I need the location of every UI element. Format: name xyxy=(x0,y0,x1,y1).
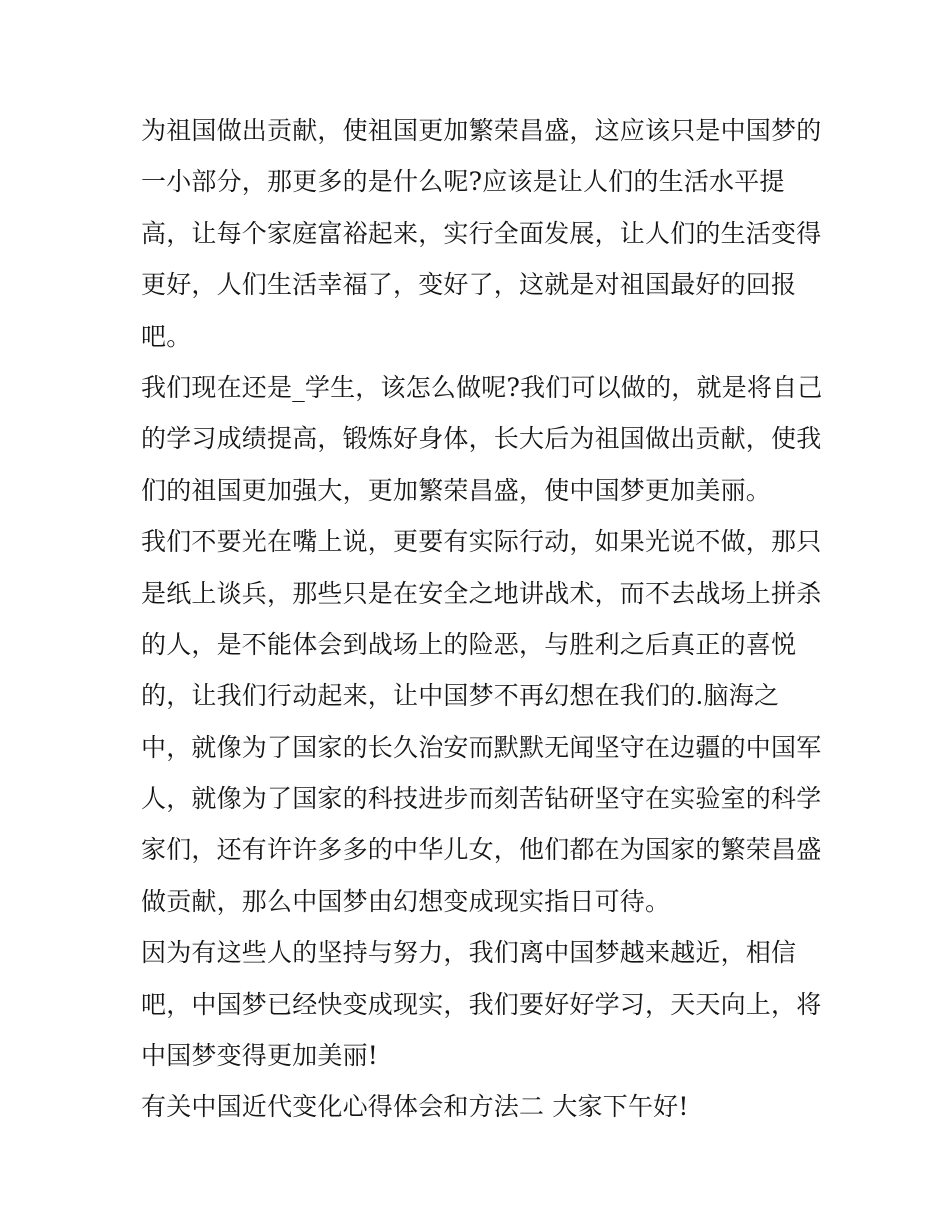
text-line: 为祖国做出贡献，使祖国更加繁荣昌盛，这应该只是中国梦的 xyxy=(141,116,822,145)
text-line: 一小部分，那更多的是什么呢?应该是让人们的生活水平提 xyxy=(141,167,785,197)
text-line: 有关中国近代变化心得体会和方法二 大家下午好! xyxy=(141,1092,689,1122)
text-line: 我们不要光在嘴上说，更要有实际行动，如果光说不做，那只 xyxy=(141,527,822,557)
text-line: 中国梦变得更加美丽! xyxy=(141,1041,379,1071)
text-line: 做贡献，那么中国梦由幻想变成现实指日可待。 xyxy=(141,886,671,916)
text-line: 吧，中国梦已经快变成现实，我们要好好学习，天天向上，将 xyxy=(141,989,822,1019)
text-line: 的人，是不能体会到战场上的险恶，与胜利之后真正的喜悦 xyxy=(141,629,797,659)
text-line: 高，让每个家庭富裕起来，实行全面发展，让人们的生活变得 xyxy=(141,218,822,248)
text-line: 中，就像为了国家的长久治安而默默无闻坚守在边疆的中国军 xyxy=(141,732,822,762)
text-line: 吧。 xyxy=(141,321,192,351)
text-line: 更好，人们生活幸福了，变好了，这就是对祖国最好的回报 xyxy=(141,270,797,300)
text-line: 因为有这些人的坚持与努力，我们离中国梦越来越近，相信 xyxy=(141,938,797,968)
text-line: 是纸上谈兵，那些只是在安全之地讲战术，而不去战场上拼杀 xyxy=(141,578,822,608)
text-line: 家们，还有许许多多的中华儿女，他们都在为国家的繁荣昌盛 xyxy=(141,835,822,865)
text-line: 的，让我们行动起来，让中国梦不再幻想在我们的.脑海之 xyxy=(141,681,780,711)
body-text xyxy=(141,105,831,1133)
text-line: 的学习成绩提高，锻炼好身体，长大后为祖国做出贡献，使我 xyxy=(141,424,822,454)
text-line: 我们现在还是_学生，该怎么做呢?我们可以做的，就是将自己 xyxy=(141,372,823,402)
text-line: 们的祖国更加强大，更加繁荣昌盛，使中国梦更加美丽。 xyxy=(141,475,772,505)
text-line: 人，就像为了国家的科技进步而刻苦钻研坚守在实验室的科学 xyxy=(141,784,822,814)
